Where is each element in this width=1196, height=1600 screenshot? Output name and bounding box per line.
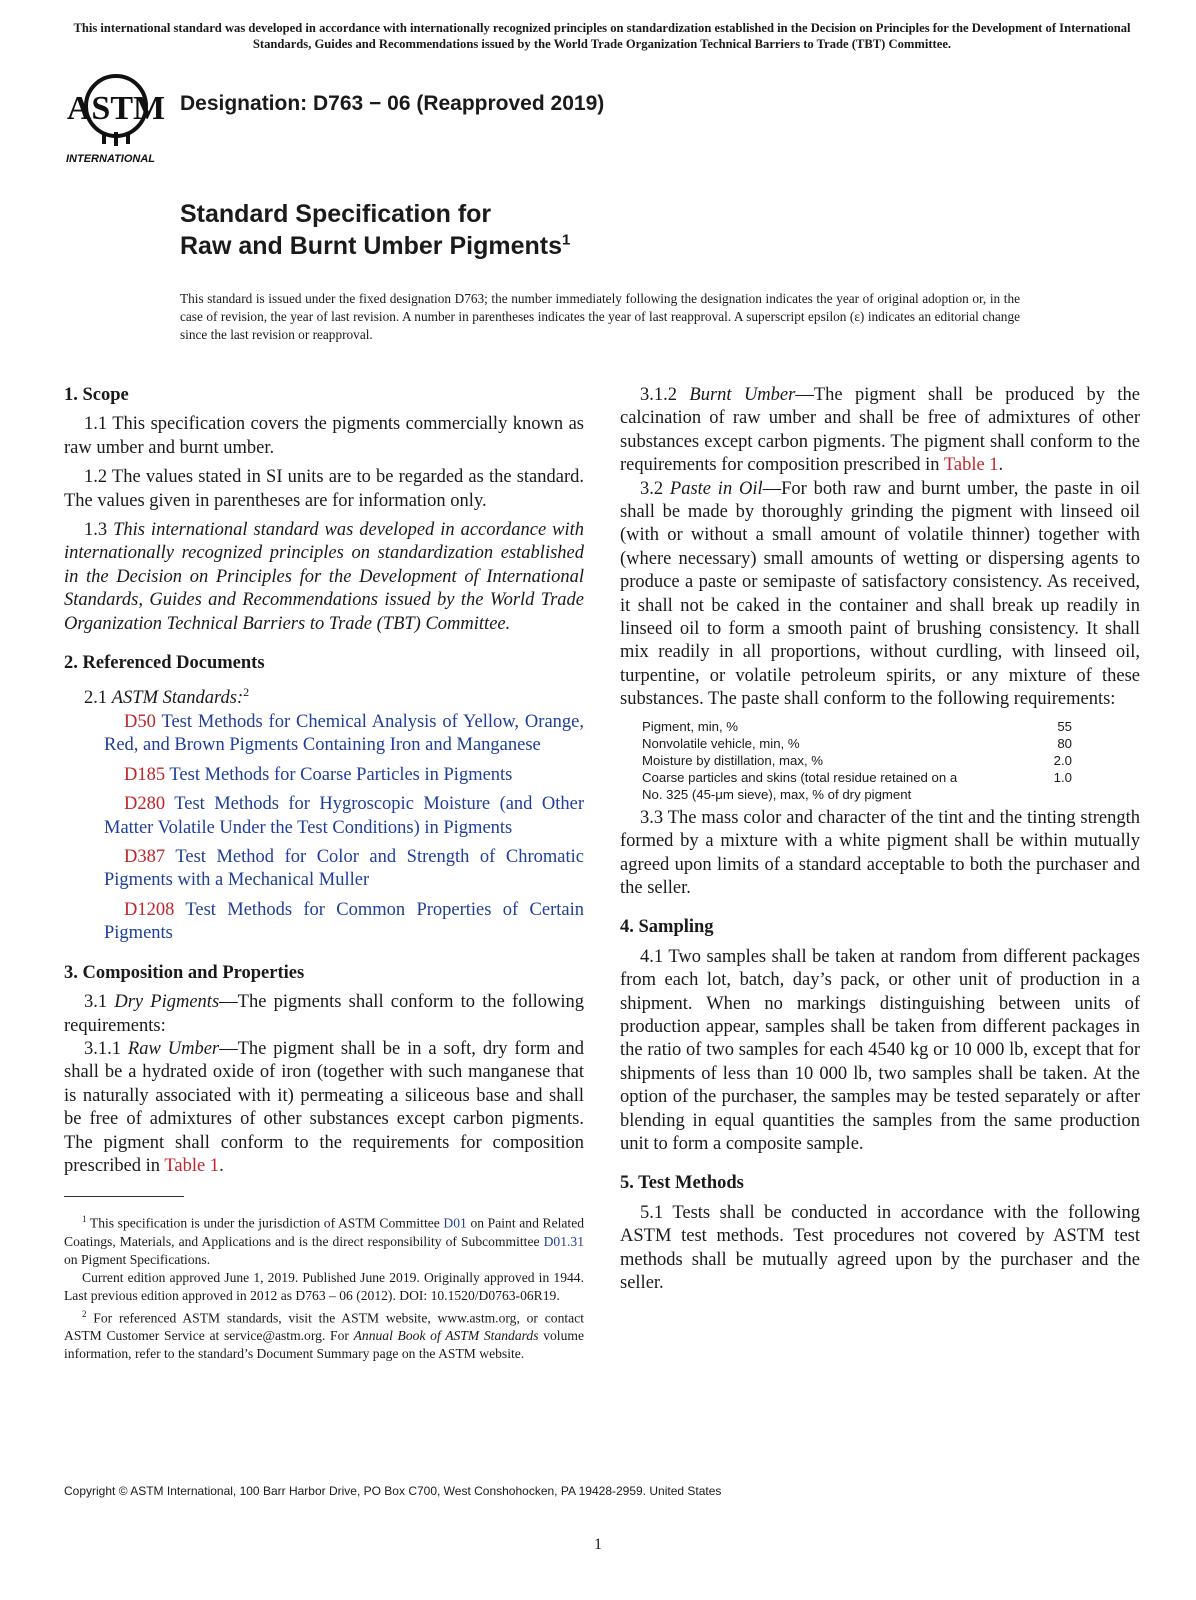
copyright: Copyright © ASTM International, 100 Barr Harbor Drive, PO Box C700, West Conshohocken, PA 19428-2959. United States (64, 1484, 722, 1498)
para-1-1: 1.1 This specification covers the pigments commercially known as raw umber and burnt umber. (64, 414, 584, 458)
footnote-1-edition: Current edition approved June 1, 2019. Published June 2019. Originally approved in 1944. Last previous edition approved in 2012 as D763 – 06 (2012). DOI: 10.1520/D0763-06R19. (64, 1269, 584, 1303)
section-heading-scope: 1. Scope (64, 385, 129, 405)
footnote-1: $^1$ This specification is under the jurisdiction of ASTM Committee D01 on Paint and Related Coatings, Materials, and Applications and is the direct responsibility of Subcommittee D01.31 on Pigment Specifications. (64, 1214, 585, 1267)
para-3-1-2: 3.1.2 Burnt Umber—The pigment shall be produced by the calcination of raw umber and shall be free of admixtures of other substances except carbon pigments. The pigment shall conform to the requirements for composition prescribed in Table 1. (620, 385, 1140, 476)
para-3-3: 3.3 The mass color and character of the tint and the tinting strength formed by a mixture with a white pigment shall be within mutually agreed upon limits of a standard acceptable to both the purchaser and the seller. (620, 807, 1140, 898)
para-3-2: 3.2 Paste in Oil—For both raw and burnt umber, the paste in oil shall be made by thoroughly grinding the pigment with linseed oil (with or without a small amount of volatile thinner) together with (where necessary) small amounts of wetting or dispersing agents to produce a paste or semipaste of satisfactory consistency. As received, it shall not be caked in the container and shall break up readily in linseed oil to form a smooth paint of brushing consistency. It shall mix readily in all proportions, without curdling, with linseed oil, turpentine, or volatile petroleum spirits, or any mixture of these substances. The paste shall conform to the following requirements: (620, 478, 1141, 710)
section-heading-sampling: 4. Sampling (620, 917, 714, 938)
ref-title[interactable]: Test Methods for Chemical Analysis of Yellow, Orange, Red, and Brown Pigments Containing Iron and Manganese (104, 712, 584, 756)
footnotes (64, 1210, 584, 1363)
committee-d01-link[interactable]: D01 (443, 1215, 467, 1231)
ref-code[interactable]: D185 (124, 764, 166, 785)
table-row (642, 786, 1112, 803)
ref-title[interactable]: Test Method for Color and Strength of Chromatic Pigments with a Mechanical Muller (104, 847, 584, 891)
footnote-mark-2[interactable]: 2 (243, 685, 250, 700)
req-value: 55 (1057, 718, 1072, 734)
para-2-1: 2.1 ASTM Standards:$^2$ (84, 685, 250, 709)
table-1-link[interactable]: Table 1 (943, 455, 999, 476)
ref-code[interactable]: D387 (124, 847, 166, 868)
footnote-divider (64, 1196, 184, 1197)
req-label: Nonvolatile vehicle, min, % (642, 735, 800, 751)
para-5-1: 5.1 Tests shall be conducted in accordance with the following ASTM test methods. Test procedures not covered by ASTM test methods shall be mutually agreed upon by the purchaser and the seller. (620, 1202, 1140, 1293)
section-heading-test-methods: 5. Test Methods (620, 1173, 744, 1194)
req-value: 80 (1057, 735, 1072, 751)
table-row (642, 769, 1112, 786)
right-column (620, 384, 1140, 1301)
para-3-1-1: 3.1.1 Raw Umber—The pigment shall be in a soft, dry form and shall be a hydrated oxide of iron (together with such manganese that is naturally associated with it) permeating a siliceous base and shall be free of admixtures of other substances except carbon pigments. The pigment shall conform to the requirements for composition prescribed in Table 1. (64, 1038, 584, 1176)
req-label: Moisture by distillation, max, % (642, 752, 824, 768)
para-1-3: 1.3 This international standard was developed in accordance with internationally recognized principles on standardization established in the Decision on Principles for the Development of International Standards, Guides and Recommendations issued by the World Trade Organization Technical Barriers to Trade (TBT) Committee. (64, 520, 585, 634)
req-label: No. 325 (45-μm sieve), max, % of dry pigment (642, 786, 912, 802)
req-label: Coarse particles and skins (total residue retained on a (642, 769, 958, 785)
subcommittee-d0131-link[interactable]: D01.31 (543, 1233, 584, 1249)
req-value: 2.0 (1053, 752, 1072, 768)
ref-title[interactable]: Test Methods for Coarse Particles in Pigments (169, 764, 513, 785)
reference-item[interactable] (64, 711, 584, 758)
ref-code[interactable]: D280 (124, 794, 166, 815)
section-heading-composition: 3. Composition and Properties (64, 962, 305, 983)
table-row (642, 752, 1112, 769)
ref-title[interactable]: Test Methods for Hygroscopic Moisture (and Other Matter Volatile Under the Test Conditions) in Pigments (104, 794, 584, 838)
title-footnote-mark[interactable]: 1 (562, 231, 571, 249)
issue-note: This standard is issued under the fixed designation D763; the number immediately following the designation indicates the year of original adoption or, in the case of revision, the year of last revision. A number in parentheses indicates the year of last reapproval. A superscript epsilon (ε) indicates an editorial change since the last revision or reapproval. (180, 291, 1020, 342)
reference-item[interactable] (64, 846, 584, 893)
top-notice: This international standard was developed in accordance with internationally recognized principles on standardization established in the Decision on Principles for the Development of International Standards, Guides and Recommendations issued by the World Trade Organization Technical Barriers to Trade (TBT) Committee. (73, 21, 1131, 51)
para-3-1: 3.1 Dry Pigments—The pigments shall conform to the following requirements: (64, 992, 584, 1036)
svg-text:ASTM: ASTM (66, 90, 166, 127)
paste-requirements-table (642, 718, 1112, 803)
designation: Designation: D763 − 06 (Reapproved 2019) (180, 92, 605, 115)
table-row (642, 718, 1112, 735)
svg-text:INTERNATIONAL: INTERNATIONAL (66, 153, 156, 165)
req-label: Pigment, min, % (642, 718, 739, 734)
left-column (64, 384, 584, 1178)
footnote-2: $^2$ For referenced ASTM standards, visit the ASTM website, www.astm.org, or contact ASTM Customer Service at service@astm.org. For Annual Book of ASTM Standards volume information, refer to the standard’s Document Summary page on the ASTM website. (64, 1308, 584, 1362)
para-4-1: 4.1 Two samples shall be taken at random from different packages from each lot, batch, day’s pack, or other unit of production in a shipment. When no markings distinguishing between units of production appear, samples shall be taken from different packages in the ratio of two samples for each 4540 kg or 10 000 lb, except that for shipments of less than 10 000 lb, two samples shall be taken. At the option of the purchaser, the samples may be tested separately or after blending in equal quantities the samples from the same production unit to form a composite sample. (620, 946, 1140, 1154)
astm-logo (64, 70, 174, 166)
reference-item[interactable] (64, 793, 584, 840)
reference-item[interactable] (64, 899, 584, 946)
req-value: 1.0 (1053, 769, 1072, 785)
reference-list (64, 711, 584, 946)
para-1-2: 1.2 The values stated in SI units are to be regarded as the standard. The values given in parentheses are for information only. (64, 467, 584, 511)
reference-item[interactable] (64, 764, 584, 787)
title-line-1: Standard Specification for (180, 200, 492, 228)
table-row (642, 735, 1112, 752)
section-heading-referenced: 2. Referenced Documents (64, 653, 265, 674)
page-number: 1 (594, 1536, 602, 1553)
req-value (992, 786, 1112, 803)
ref-code[interactable]: D50 (124, 712, 156, 733)
title-line-2: Raw and Burnt Umber Pigments$^1$ (180, 231, 571, 260)
ref-code[interactable]: D1208 (124, 899, 175, 920)
table-1-link[interactable]: Table 1 (164, 1155, 220, 1176)
ref-title[interactable]: Test Methods for Common Properties of Certain Pigments (104, 899, 584, 944)
document-title (180, 198, 570, 262)
